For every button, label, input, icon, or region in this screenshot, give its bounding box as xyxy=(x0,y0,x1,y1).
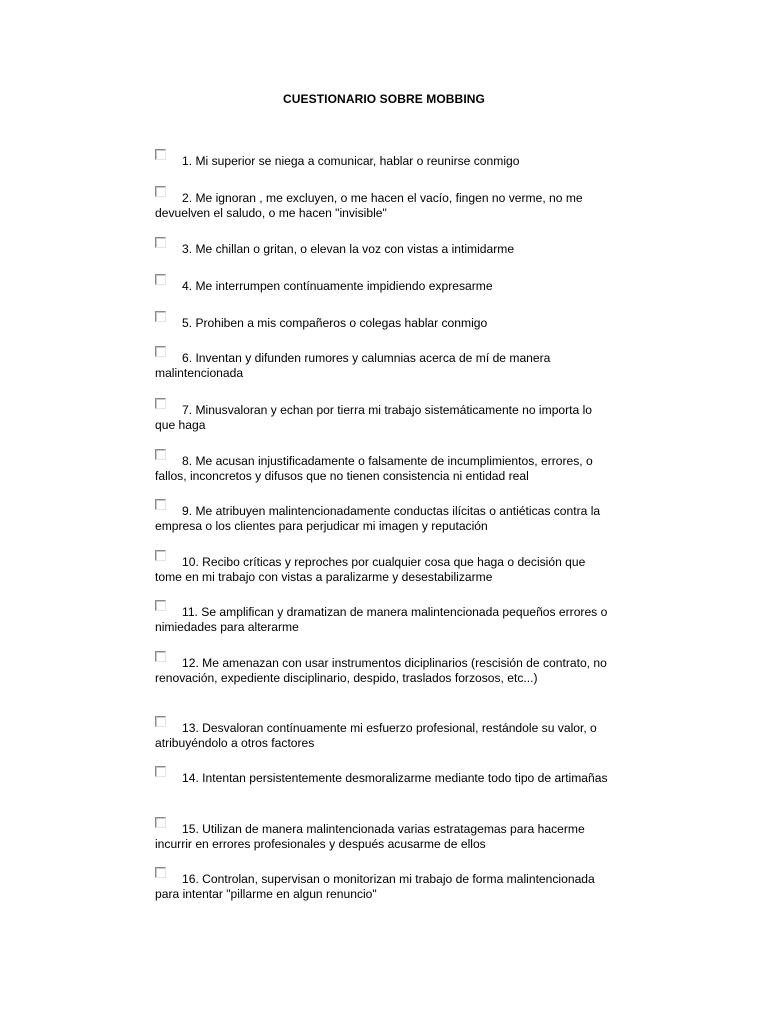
checkbox-question-1[interactable] xyxy=(155,149,166,160)
question-13-text: 13. Desvaloran contínuamente mi esfuerzo profesional, restándole su valor, o atribuyéndolo a otros factores xyxy=(155,721,597,750)
question-12 xyxy=(155,650,615,686)
checkbox-question-2[interactable] xyxy=(155,186,166,197)
question-6 xyxy=(155,345,615,381)
question-13 xyxy=(155,715,615,751)
checkbox-question-14[interactable] xyxy=(155,766,166,777)
question-15 xyxy=(155,816,615,852)
question-10 xyxy=(155,549,615,585)
question-3 xyxy=(155,236,615,257)
page-title: CUESTIONARIO SOBRE MOBBING xyxy=(283,92,485,106)
checkbox-question-11[interactable] xyxy=(155,600,166,611)
checkbox-question-9[interactable] xyxy=(155,499,166,510)
question-14-text: 14. Intentan persistentemente desmoralizarme mediante todo tipo de artimañas xyxy=(182,771,608,785)
checkbox-question-7[interactable] xyxy=(155,398,166,409)
checkbox-question-12[interactable] xyxy=(155,651,166,662)
question-8 xyxy=(155,448,615,484)
question-6-text: 6. Inventan y difunden rumores y calumnias acerca de mí de manera malintencionada xyxy=(155,351,551,380)
question-2-text: 2. Me ignoran , me excluyen, o me hacen el vacío, fingen no verme, no me devuelven el saludo, o me hacen "invisible" xyxy=(155,191,583,220)
checkbox-question-8[interactable] xyxy=(155,449,166,460)
question-16 xyxy=(155,866,615,902)
question-14 xyxy=(155,765,615,786)
question-9 xyxy=(155,498,615,534)
checkbox-question-10[interactable] xyxy=(155,550,166,561)
question-9-text: 9. Me atribuyen malintencionadamente conductas ilícitas o antiéticas contra la empresa o los clientes para perjudicar mi imagen y reputación xyxy=(155,504,601,533)
checkbox-question-16[interactable] xyxy=(155,867,166,878)
question-4 xyxy=(155,273,615,294)
checkbox-question-3[interactable] xyxy=(155,237,166,248)
question-11 xyxy=(155,599,615,635)
checkbox-question-15[interactable] xyxy=(155,817,166,828)
question-7-text: 7. Minusvaloran y echan por tierra mi trabajo sistemáticamente no importa lo que haga xyxy=(155,403,593,432)
checkbox-question-6[interactable] xyxy=(155,346,166,357)
checkbox-question-5[interactable] xyxy=(155,311,166,322)
question-15-text: 15. Utilizan de manera malintencionada varias estratagemas para hacerme incurrir en errores profesionales y después acusarme de ellos xyxy=(155,822,585,851)
question-7 xyxy=(155,397,615,433)
question-5 xyxy=(155,310,615,331)
question-8-text: 8. Me acusan injustificadamente o falsamente de incumplimientos, errores, o fallos, inconcretos y difusos que no tienen consistencia ni entidad real xyxy=(155,454,593,483)
question-3-text: 3. Me chillan o gritan, o elevan la voz con vistas a intimidarme xyxy=(182,242,515,256)
question-12-text: 12. Me amenazan con usar instrumentos diciplinarios (rescisión de contrato, no renovación, expediente disciplinario, despido, traslados forzosos, etc...) xyxy=(155,656,607,685)
question-5-text: 5. Prohiben a mis compañeros o colegas hablar conmigo xyxy=(182,316,488,330)
question-11-text: 11. Se amplifican y dramatizan de manera malintencionada pequeños errores o nimiedades para alterarme xyxy=(155,605,608,634)
question-1-text: 1. Mi superior se niega a comunicar, hablar o reunirse conmigo xyxy=(182,154,520,168)
checkbox-question-4[interactable] xyxy=(155,274,166,285)
checkbox-question-13[interactable] xyxy=(155,716,166,727)
question-1 xyxy=(155,148,615,169)
question-2 xyxy=(155,185,615,221)
question-4-text: 4. Me interrumpen contínuamente impidiendo expresarme xyxy=(182,279,493,293)
question-10-text: 10. Recibo críticas y reproches por cualquier cosa que haga o decisión que tome en mi trabajo con vistas a paralizarme y desestabilizarme xyxy=(155,555,586,584)
question-16-text: 16. Controlan, supervisan o monitorizan mi trabajo de forma malintencionada para intentar "pillarme en algun renuncio" xyxy=(155,872,595,901)
